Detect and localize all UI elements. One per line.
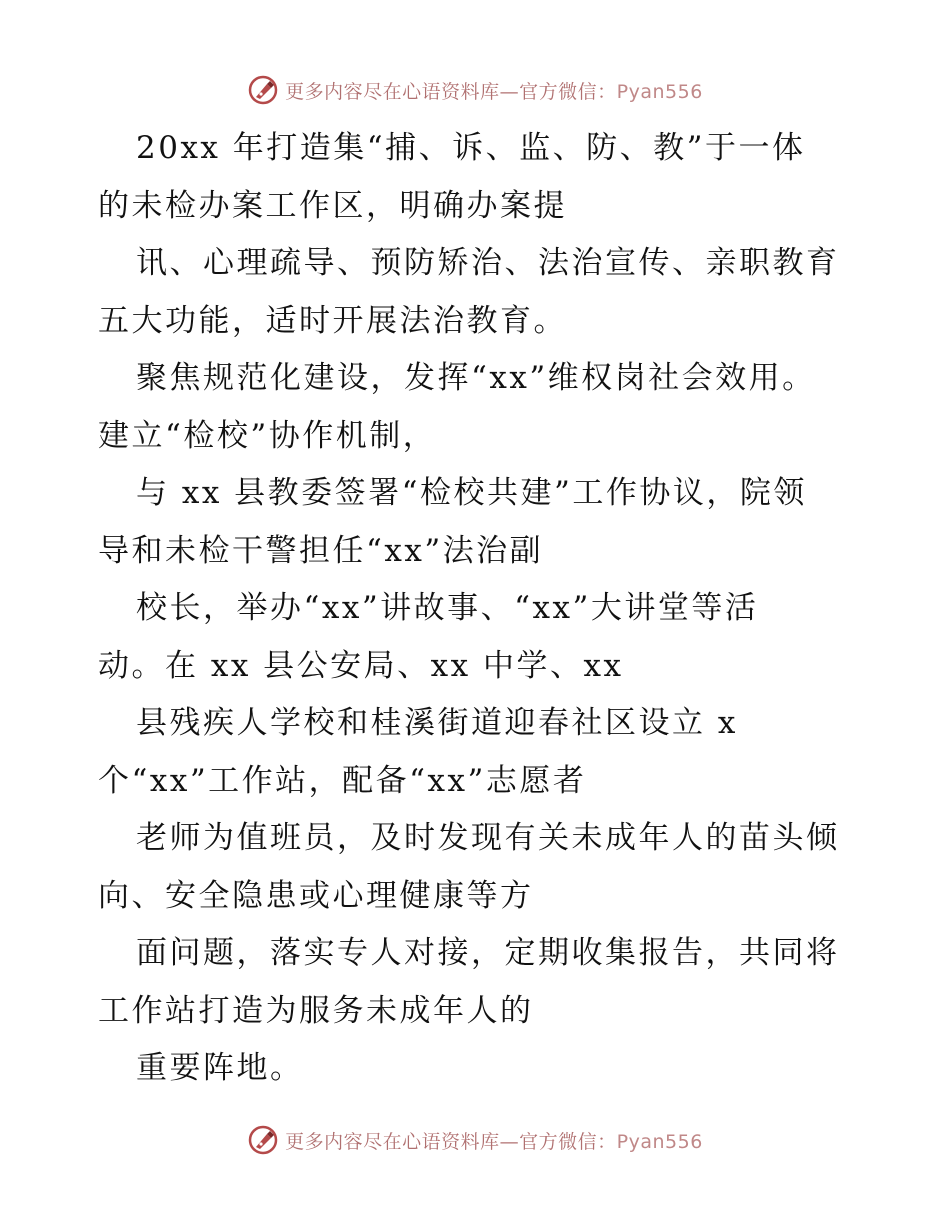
paragraph-line: 面问题，落实专人对接，定期收集报告，共同将 bbox=[136, 935, 840, 971]
watermark-text: 更多内容尽在心语资料库—官方微信：Pyan556 bbox=[285, 1130, 703, 1153]
footer-watermark bbox=[0, 1120, 950, 1160]
paragraph-line: 县残疾人学校和桂溪街道迎春社区设立 x bbox=[136, 705, 738, 741]
paragraph-line: 与 xx 县教委签署“检校共建”工作协议，院领 bbox=[136, 475, 807, 511]
paragraph-line: 向、安全隐患或心理健康等方 bbox=[98, 877, 534, 914]
paragraph-line: 20xx 年打造集“捕、诉、监、防、教”于一体 bbox=[136, 130, 806, 166]
paragraph-line: 讯、心理疏导、预防矫治、法治宣传、亲职教育 bbox=[136, 245, 840, 281]
paragraph-line: 导和未检干警担任“xx”法治副 bbox=[98, 532, 544, 569]
paragraph-line: 建立“检校”协作机制， bbox=[98, 417, 437, 454]
pen-nib-logo-icon bbox=[247, 74, 279, 106]
paragraph-line: 的未检办案工作区，明确办案提 bbox=[98, 187, 567, 224]
paragraph-line: 重要阵地。 bbox=[136, 1050, 304, 1086]
paragraph-line: 校长，举办“xx”讲故事、“xx”大讲堂等活 bbox=[136, 590, 759, 626]
document-body bbox=[98, 120, 858, 1098]
watermark-text: 更多内容尽在心语资料库—官方微信：Pyan556 bbox=[285, 80, 703, 103]
paragraph-line: 动。在 xx 县公安局、xx 中学、xx bbox=[98, 647, 624, 684]
paragraph-line: 老师为值班员，及时发现有关未成年人的苗头倾 bbox=[136, 820, 840, 856]
pen-nib-logo-icon bbox=[247, 1124, 279, 1156]
header-watermark bbox=[0, 70, 950, 110]
paragraph-line: 聚焦规范化建设，发挥“xx”维权岗社会效用。 bbox=[136, 360, 816, 396]
paragraph-line: 个“xx”工作站，配备“xx”志愿者 bbox=[98, 762, 587, 799]
paragraph-line: 五大功能，适时开展法治教育。 bbox=[98, 302, 567, 339]
paragraph-line: 工作站打造为服务未成年人的 bbox=[98, 992, 534, 1029]
